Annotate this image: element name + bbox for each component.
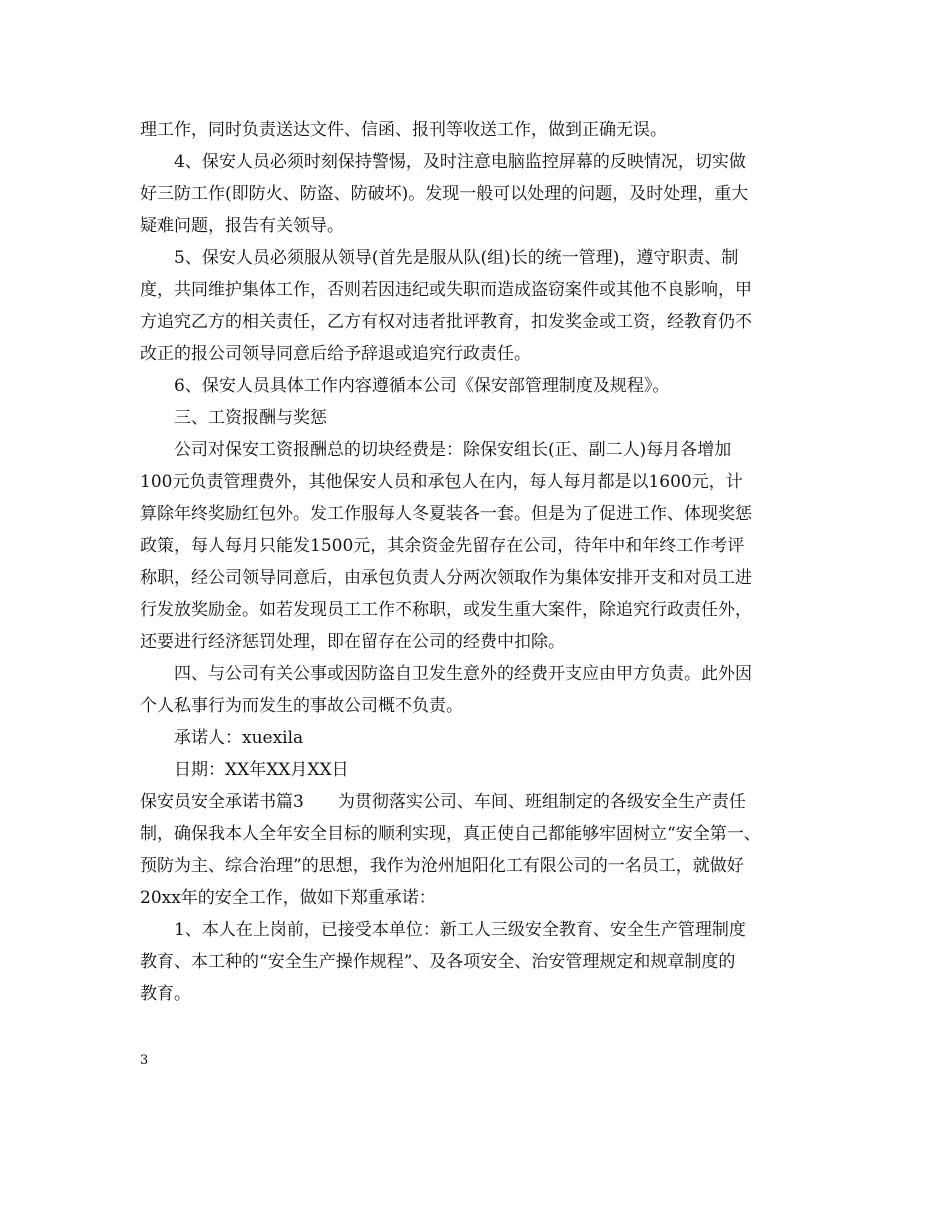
- text-line: 4、保安人员必须时刻保持警惕，及时注意电脑监控屏幕的反映情况，切实做: [174, 152, 746, 172]
- text-line: 政策，每人每月只能发1500元，其余资金先留存在公司，待年中和年终工作考评: [140, 536, 745, 556]
- text-line: 疑难问题，报告有关领导。: [140, 216, 344, 236]
- text-line: 行发放奖励金。如若发现员工工作不称职，或发生重大案件，除追究行政责任外，: [140, 600, 752, 620]
- text-line: 承诺人：xuexila: [174, 728, 304, 748]
- text-line: 理工作，同时负责送达文件、信函、报刊等收送工作，做到正确无误。: [140, 120, 667, 140]
- text-line: 还要进行经济惩罚处理，即在留存在公司的经费中扣除。: [140, 632, 565, 652]
- text-line: 保安员安全承诺书篇3 为贯彻落实公司、车间、班组制定的各级安全生产责任: [140, 792, 746, 812]
- text-line: 公司对保安工资报酬总的切块经费是：除保安组长(正、副二人)每月各增加: [174, 440, 732, 460]
- text-line: 四、与公司有关公事或因防盗自卫发生意外的经费开支应由甲方负责。此外因: [174, 664, 752, 684]
- text-line: 称职，经公司领导同意后，由承包负责人分两次领取作为集体安排开支和对员工进: [140, 568, 752, 588]
- text-line: 教育、本工种的“安全生产操作规程”、及各项安全、治安管理规定和规章制度的: [140, 952, 736, 972]
- text-line: 日期：XX年XX月XX日: [174, 760, 349, 780]
- text-line: 度，共同维护集体工作，否则若因违纪或失职而造成盗窃案件或其他不良影响，甲: [140, 280, 752, 300]
- page-number: 3: [140, 1053, 149, 1068]
- text-line: 教育。: [140, 984, 191, 1004]
- body-text: [140, 114, 820, 1010]
- text-line: 三、工资报酬与奖惩: [174, 408, 327, 428]
- text-line: 100元负责管理费外，其他保安人员和承包人在内，每人每月都是以1600元，计: [140, 472, 743, 492]
- text-line: 算除年终奖励红包外。发工作服每人冬夏装各一套。但是为了促进工作、体现奖惩: [140, 504, 752, 524]
- text-line: 改正的报公司领导同意后给予辞退或追究行政责任。: [140, 344, 531, 364]
- text-line: 5、保安人员必须服从领导(首先是服从队(组)长的统一管理)，遵守职责、制: [174, 248, 739, 268]
- text-line: 20xx年的安全工作，做如下郑重承诺：: [140, 888, 436, 908]
- text-line: 6、保安人员具体工作内容遵循本公司《保安部管理制度及规程》。: [174, 376, 670, 396]
- text-line: 方追究乙方的相关责任，乙方有权对违者批评教育，扣发奖金或工资，经教育仍不: [140, 312, 752, 332]
- text-line: 好三防工作(即防火、防盗、防破坏)。发现一般可以处理的问题，及时处理，重大: [140, 184, 749, 204]
- text-line: 预防为主、综合治理”的思想，我作为沧州旭阳化工有限公司的一名员工，就做好: [140, 856, 744, 876]
- text-line: 个人私事行为而发生的事故公司概不负责。: [140, 696, 463, 716]
- text-line: 制，确保我本人全年安全目标的顺利实现，真正使自己都能够牢固树立“安全第一、: [140, 824, 761, 844]
- text-line: 1、本人在上岗前，已接受本单位：新工人三级安全教育、安全生产管理制度: [174, 920, 746, 940]
